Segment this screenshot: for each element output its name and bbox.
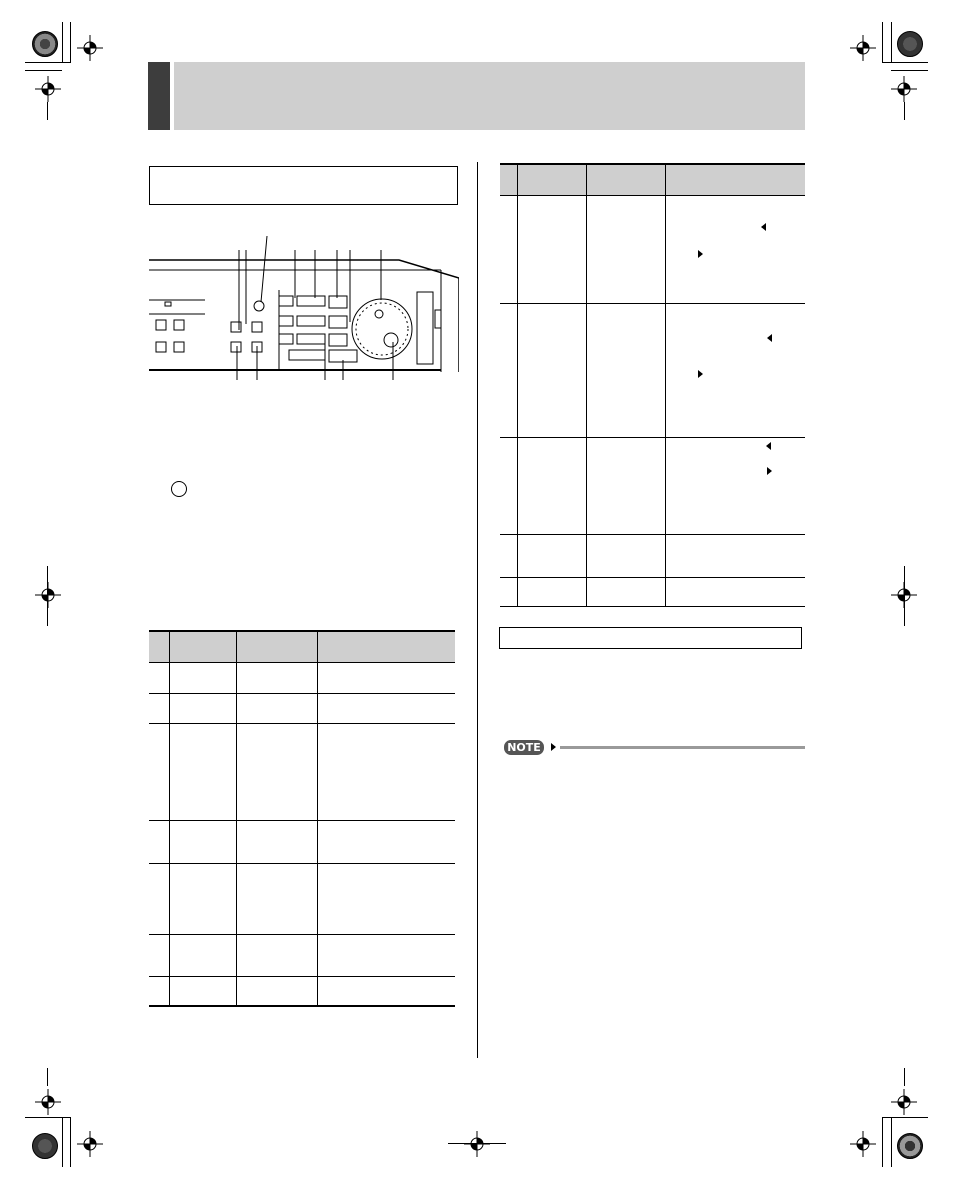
crosshair-registration-mark-icon bbox=[35, 76, 61, 102]
crosshair-registration-mark-icon bbox=[77, 1131, 103, 1157]
crosshair-registration-mark-icon bbox=[891, 1089, 917, 1115]
table-row bbox=[500, 534, 805, 577]
table-row bbox=[500, 437, 805, 534]
front-panel-illustration bbox=[149, 232, 459, 382]
crosshair-registration-mark-icon bbox=[35, 582, 61, 608]
table-row bbox=[149, 693, 455, 723]
button-circle-icon bbox=[171, 481, 187, 497]
table-row bbox=[500, 303, 805, 437]
header-band bbox=[148, 62, 805, 130]
crosshair-registration-mark-icon bbox=[850, 35, 876, 61]
info-box bbox=[499, 627, 802, 649]
crosshair-registration-mark-icon bbox=[35, 1089, 61, 1115]
crosshair-registration-mark-icon bbox=[464, 1131, 490, 1157]
left-function-table bbox=[149, 630, 455, 1007]
column-divider bbox=[477, 162, 478, 1058]
section-heading-box bbox=[149, 166, 458, 205]
right-function-table bbox=[500, 163, 805, 607]
right-triangle-icon bbox=[551, 743, 556, 751]
table-row bbox=[149, 662, 455, 693]
color-rosette-icon bbox=[32, 1133, 58, 1159]
right-triangle-icon bbox=[698, 250, 703, 258]
table-header-cell bbox=[666, 164, 806, 195]
table-row bbox=[149, 863, 455, 934]
table-header-cell bbox=[587, 164, 666, 195]
crosshair-registration-mark-icon bbox=[77, 35, 103, 61]
table-header-cell bbox=[149, 631, 170, 662]
table-header-cell bbox=[170, 631, 237, 662]
table-header-cell bbox=[318, 631, 456, 662]
table-row bbox=[149, 723, 455, 820]
table-row bbox=[149, 934, 455, 976]
table-header-cell bbox=[500, 164, 518, 195]
table-row bbox=[500, 577, 805, 606]
color-rosette-icon bbox=[32, 31, 58, 57]
left-triangle-icon bbox=[766, 442, 771, 450]
table-row bbox=[149, 976, 455, 1006]
color-rosette-icon bbox=[897, 31, 923, 57]
crosshair-registration-mark-icon bbox=[891, 76, 917, 102]
table-row bbox=[149, 820, 455, 863]
note-icon: NOTE bbox=[504, 740, 544, 755]
table-row bbox=[500, 195, 805, 303]
table-header-cell bbox=[237, 631, 318, 662]
table-header-cell bbox=[518, 164, 587, 195]
crosshair-registration-mark-icon bbox=[850, 1131, 876, 1157]
note-rule bbox=[560, 746, 805, 749]
right-triangle-icon bbox=[698, 370, 703, 378]
header-tab-marker bbox=[148, 62, 170, 130]
right-triangle-icon bbox=[767, 467, 772, 475]
color-rosette-icon bbox=[897, 1133, 923, 1159]
left-triangle-icon bbox=[767, 334, 772, 342]
left-triangle-icon bbox=[761, 223, 766, 231]
